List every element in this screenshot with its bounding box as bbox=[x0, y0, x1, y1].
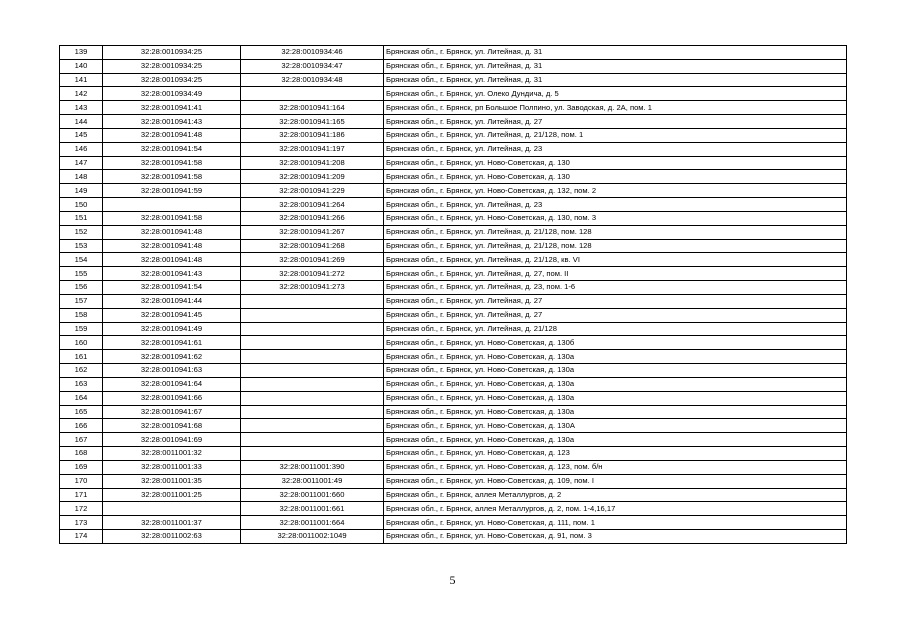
address-cell: Брянская обл., г. Брянск, аллея Металлургов, д. 2 bbox=[384, 488, 847, 502]
table-row bbox=[60, 46, 847, 60]
cadastral-number-cell bbox=[241, 308, 384, 322]
table-row bbox=[60, 101, 847, 115]
quarter-number-cell: 32:28:0010941:58 bbox=[103, 211, 241, 225]
quarter-number-cell: 32:28:0010934:25 bbox=[103, 46, 241, 60]
table-row bbox=[60, 253, 847, 267]
table-row bbox=[60, 142, 847, 156]
table-row bbox=[60, 267, 847, 281]
row-number-cell: 167 bbox=[60, 433, 103, 447]
quarter-number-cell: 32:28:0010941:49 bbox=[103, 322, 241, 336]
table-row bbox=[60, 460, 847, 474]
table-row bbox=[60, 419, 847, 433]
cadastral-number-cell bbox=[241, 433, 384, 447]
table-row bbox=[60, 87, 847, 101]
page-number: 5 bbox=[449, 573, 456, 587]
quarter-number-cell: 32:28:0010941:61 bbox=[103, 336, 241, 350]
cadastral-number-cell: 32:28:0010941:269 bbox=[241, 253, 384, 267]
cadastral-number-cell: 32:28:0011001:660 bbox=[241, 488, 384, 502]
cadastral-number-cell: 32:28:0010941:197 bbox=[241, 142, 384, 156]
quarter-number-cell: 32:28:0010941:48 bbox=[103, 128, 241, 142]
row-number-cell: 150 bbox=[60, 198, 103, 212]
row-number-cell: 174 bbox=[60, 529, 103, 543]
row-number-cell: 159 bbox=[60, 322, 103, 336]
address-cell: Брянская обл., г. Брянск, ул. Ново-Советская, д. 130б bbox=[384, 336, 847, 350]
row-number-cell: 147 bbox=[60, 156, 103, 170]
address-cell: Брянская обл., г. Брянск, ул. Ново-Советская, д. 130 bbox=[384, 170, 847, 184]
quarter-number-cell: 32:28:0011001:32 bbox=[103, 447, 241, 461]
row-number-cell: 165 bbox=[60, 405, 103, 419]
address-cell: Брянская обл., г. Брянск, ул. Ново-Советская, д. 132, пом. 2 bbox=[384, 184, 847, 198]
address-cell: Брянская обл., г. Брянск, ул. Литейная, д. 21/128 bbox=[384, 322, 847, 336]
table-row bbox=[60, 198, 847, 212]
address-cell: Брянская обл., г. Брянск, ул. Ново-Советская, д. 123 bbox=[384, 447, 847, 461]
cadastral-number-cell bbox=[241, 336, 384, 350]
address-cell: Брянская обл., г. Брянск, ул. Ново-Советская, д. 130 bbox=[384, 156, 847, 170]
cadastral-number-cell: 32:28:0010941:208 bbox=[241, 156, 384, 170]
address-cell: Брянская обл., г. Брянск, ул. Литейная, д. 27 bbox=[384, 294, 847, 308]
row-number-cell: 168 bbox=[60, 447, 103, 461]
table-row bbox=[60, 474, 847, 488]
address-cell: Брянская обл., г. Брянск, ул. Ново-Советская, д. 130а bbox=[384, 350, 847, 364]
cadastral-number-cell bbox=[241, 377, 384, 391]
quarter-number-cell: 32:28:0010941:43 bbox=[103, 267, 241, 281]
quarter-number-cell: 32:28:0010941:48 bbox=[103, 239, 241, 253]
table-row bbox=[60, 59, 847, 73]
address-cell: Брянская обл., г. Брянск, ул. Литейная, д. 21/128, пом. 128 bbox=[384, 239, 847, 253]
cadastral-number-cell bbox=[241, 391, 384, 405]
cadastral-number-cell bbox=[241, 405, 384, 419]
table-row bbox=[60, 156, 847, 170]
cadastral-number-cell: 32:28:0010941:186 bbox=[241, 128, 384, 142]
quarter-number-cell: 32:28:0010941:64 bbox=[103, 377, 241, 391]
address-cell: Брянская обл., г. Брянск, ул. Литейная, д. 21/128, пом. 1 bbox=[384, 128, 847, 142]
row-number-cell: 152 bbox=[60, 225, 103, 239]
table-row bbox=[60, 225, 847, 239]
quarter-number-cell: 32:28:0010941:69 bbox=[103, 433, 241, 447]
quarter-number-cell: 32:28:0010941:44 bbox=[103, 294, 241, 308]
table-row bbox=[60, 529, 847, 543]
cadastral-number-cell: 32:28:0011001:661 bbox=[241, 502, 384, 516]
address-cell: Брянская обл., г. Брянск, ул. Литейная, д. 21/128, пом. 128 bbox=[384, 225, 847, 239]
address-cell: Брянская обл., г. Брянск, ул. Литейная, д. 31 bbox=[384, 59, 847, 73]
table-row bbox=[60, 447, 847, 461]
address-cell: Брянская обл., г. Брянск, ул. Литейная, д. 23 bbox=[384, 142, 847, 156]
row-number-cell: 151 bbox=[60, 211, 103, 225]
cadastral-number-cell bbox=[241, 87, 384, 101]
table-row bbox=[60, 239, 847, 253]
row-number-cell: 144 bbox=[60, 115, 103, 129]
table-row bbox=[60, 294, 847, 308]
cadastral-number-cell bbox=[241, 447, 384, 461]
address-cell: Брянская обл., г. Брянск, ул. Литейная, д. 27 bbox=[384, 308, 847, 322]
address-cell: Брянская обл., г. Брянск, ул. Ново-Советская, д. 91, пом. 3 bbox=[384, 529, 847, 543]
address-cell: Брянская обл., г. Брянск, ул. Ново-Советская, д. 130А bbox=[384, 419, 847, 433]
row-number-cell: 154 bbox=[60, 253, 103, 267]
table-row bbox=[60, 391, 847, 405]
row-number-cell: 162 bbox=[60, 364, 103, 378]
row-number-cell: 158 bbox=[60, 308, 103, 322]
table-row bbox=[60, 405, 847, 419]
quarter-number-cell: 32:28:0010934:25 bbox=[103, 73, 241, 87]
cadastral-table-body bbox=[60, 46, 847, 544]
table-row bbox=[60, 336, 847, 350]
cadastral-number-cell: 32:28:0010934:48 bbox=[241, 73, 384, 87]
row-number-cell: 140 bbox=[60, 59, 103, 73]
address-cell: Брянская обл., г. Брянск, ул. Ново-Советская, д. 130а bbox=[384, 364, 847, 378]
table-row bbox=[60, 308, 847, 322]
row-number-cell: 163 bbox=[60, 377, 103, 391]
row-number-cell: 166 bbox=[60, 419, 103, 433]
table-row bbox=[60, 184, 847, 198]
row-number-cell: 155 bbox=[60, 267, 103, 281]
address-cell: Брянская обл., г. Брянск, аллея Металлургов, д. 2, пом. 1-4,16,17 bbox=[384, 502, 847, 516]
table-row bbox=[60, 73, 847, 87]
row-number-cell: 146 bbox=[60, 142, 103, 156]
table-row bbox=[60, 488, 847, 502]
table-row bbox=[60, 211, 847, 225]
row-number-cell: 160 bbox=[60, 336, 103, 350]
table-row bbox=[60, 281, 847, 295]
table-row bbox=[60, 502, 847, 516]
quarter-number-cell: 32:28:0011001:37 bbox=[103, 516, 241, 530]
address-cell: Брянская обл., г. Брянск, ул. Олеко Дундича, д. 5 bbox=[384, 87, 847, 101]
table-row bbox=[60, 115, 847, 129]
quarter-number-cell: 32:28:0010934:25 bbox=[103, 59, 241, 73]
quarter-number-cell bbox=[103, 198, 241, 212]
row-number-cell: 173 bbox=[60, 516, 103, 530]
row-number-cell: 149 bbox=[60, 184, 103, 198]
row-number-cell: 157 bbox=[60, 294, 103, 308]
table-row bbox=[60, 364, 847, 378]
cadastral-number-cell: 32:28:0011001:664 bbox=[241, 516, 384, 530]
cadastral-number-cell: 32:28:0010941:272 bbox=[241, 267, 384, 281]
cadastral-number-cell: 32:28:0010941:268 bbox=[241, 239, 384, 253]
address-cell: Брянская обл., г. Брянск, ул. Ново-Советская, д. 130, пом. 3 bbox=[384, 211, 847, 225]
address-cell: Брянская обл., г. Брянск, ул. Литейная, д. 21/128, кв. VI bbox=[384, 253, 847, 267]
quarter-number-cell: 32:28:0010941:43 bbox=[103, 115, 241, 129]
address-cell: Брянская обл., г. Брянск, ул. Литейная, д. 27, пом. II bbox=[384, 267, 847, 281]
quarter-number-cell: 32:28:0010941:58 bbox=[103, 170, 241, 184]
quarter-number-cell: 32:28:0010941:63 bbox=[103, 364, 241, 378]
quarter-number-cell: 32:28:0010934:49 bbox=[103, 87, 241, 101]
address-cell: Брянская обл., г. Брянск, рп Большое Полпино, ул. Заводская, д. 2А, пом. 1 bbox=[384, 101, 847, 115]
row-number-cell: 142 bbox=[60, 87, 103, 101]
row-number-cell: 172 bbox=[60, 502, 103, 516]
table-row bbox=[60, 516, 847, 530]
quarter-number-cell: 32:28:0010941:67 bbox=[103, 405, 241, 419]
row-number-cell: 141 bbox=[60, 73, 103, 87]
quarter-number-cell: 32:28:0011001:33 bbox=[103, 460, 241, 474]
row-number-cell: 139 bbox=[60, 46, 103, 60]
table-row bbox=[60, 322, 847, 336]
table-row bbox=[60, 433, 847, 447]
cadastral-number-cell bbox=[241, 419, 384, 433]
quarter-number-cell: 32:28:0010941:59 bbox=[103, 184, 241, 198]
cadastral-number-cell: 32:28:0011002:1049 bbox=[241, 529, 384, 543]
row-number-cell: 148 bbox=[60, 170, 103, 184]
row-number-cell: 169 bbox=[60, 460, 103, 474]
cadastral-number-cell: 32:28:0010934:46 bbox=[241, 46, 384, 60]
quarter-number-cell: 32:28:0011001:35 bbox=[103, 474, 241, 488]
cadastral-number-cell: 32:28:0010941:273 bbox=[241, 281, 384, 295]
cadastral-number-cell: 32:28:0010941:229 bbox=[241, 184, 384, 198]
address-cell: Брянская обл., г. Брянск, ул. Ново-Советская, д. 130а bbox=[384, 391, 847, 405]
address-cell: Брянская обл., г. Брянск, ул. Литейная, д. 27 bbox=[384, 115, 847, 129]
quarter-number-cell: 32:28:0011002:63 bbox=[103, 529, 241, 543]
address-cell: Брянская обл., г. Брянск, ул. Литейная, д. 23, пом. 1-6 bbox=[384, 281, 847, 295]
row-number-cell: 156 bbox=[60, 281, 103, 295]
quarter-number-cell: 32:28:0010941:68 bbox=[103, 419, 241, 433]
quarter-number-cell: 32:28:0010941:58 bbox=[103, 156, 241, 170]
quarter-number-cell: 32:28:0010941:48 bbox=[103, 225, 241, 239]
address-cell: Брянская обл., г. Брянск, ул. Литейная, д. 31 bbox=[384, 46, 847, 60]
row-number-cell: 171 bbox=[60, 488, 103, 502]
address-cell: Брянская обл., г. Брянск, ул. Ново-Советская, д. 130а bbox=[384, 433, 847, 447]
address-cell: Брянская обл., г. Брянск, ул. Ново-Советская, д. 130а bbox=[384, 377, 847, 391]
quarter-number-cell: 32:28:0010941:45 bbox=[103, 308, 241, 322]
cadastral-number-cell: 32:28:0010941:267 bbox=[241, 225, 384, 239]
quarter-number-cell: 32:28:0011001:25 bbox=[103, 488, 241, 502]
quarter-number-cell: 32:28:0010941:41 bbox=[103, 101, 241, 115]
table-row bbox=[60, 128, 847, 142]
cadastral-number-cell bbox=[241, 350, 384, 364]
quarter-number-cell: 32:28:0010941:66 bbox=[103, 391, 241, 405]
cadastral-number-cell: 32:28:0011001:390 bbox=[241, 460, 384, 474]
address-cell: Брянская обл., г. Брянск, ул. Ново-Советская, д. 130а bbox=[384, 405, 847, 419]
row-number-cell: 143 bbox=[60, 101, 103, 115]
address-cell: Брянская обл., г. Брянск, ул. Ново-Советская, д. 109, пом. I bbox=[384, 474, 847, 488]
quarter-number-cell: 32:28:0010941:48 bbox=[103, 253, 241, 267]
cadastral-number-cell: 32:28:0010941:264 bbox=[241, 198, 384, 212]
cadastral-number-cell: 32:28:0010941:164 bbox=[241, 101, 384, 115]
cadastral-number-cell bbox=[241, 294, 384, 308]
cadastral-number-cell: 32:28:0010934:47 bbox=[241, 59, 384, 73]
table-row bbox=[60, 350, 847, 364]
address-cell: Брянская обл., г. Брянск, ул. Ново-Советская, д. 111, пом. 1 bbox=[384, 516, 847, 530]
quarter-number-cell: 32:28:0010941:62 bbox=[103, 350, 241, 364]
row-number-cell: 164 bbox=[60, 391, 103, 405]
table-row bbox=[60, 170, 847, 184]
cadastral-table bbox=[59, 45, 847, 544]
cadastral-number-cell bbox=[241, 364, 384, 378]
quarter-number-cell: 32:28:0010941:54 bbox=[103, 142, 241, 156]
row-number-cell: 170 bbox=[60, 474, 103, 488]
address-cell: Брянская обл., г. Брянск, ул. Ново-Советская, д. 123, пом. б/н bbox=[384, 460, 847, 474]
row-number-cell: 161 bbox=[60, 350, 103, 364]
table-row bbox=[60, 377, 847, 391]
row-number-cell: 145 bbox=[60, 128, 103, 142]
cadastral-number-cell: 32:28:0010941:209 bbox=[241, 170, 384, 184]
row-number-cell: 153 bbox=[60, 239, 103, 253]
quarter-number-cell: 32:28:0010941:54 bbox=[103, 281, 241, 295]
cadastral-number-cell bbox=[241, 322, 384, 336]
address-cell: Брянская обл., г. Брянск, ул. Литейная, д. 23 bbox=[384, 198, 847, 212]
cadastral-number-cell: 32:28:0010941:266 bbox=[241, 211, 384, 225]
cadastral-number-cell: 32:28:0010941:165 bbox=[241, 115, 384, 129]
cadastral-number-cell: 32:28:0011001:49 bbox=[241, 474, 384, 488]
address-cell: Брянская обл., г. Брянск, ул. Литейная, д. 31 bbox=[384, 73, 847, 87]
quarter-number-cell bbox=[103, 502, 241, 516]
